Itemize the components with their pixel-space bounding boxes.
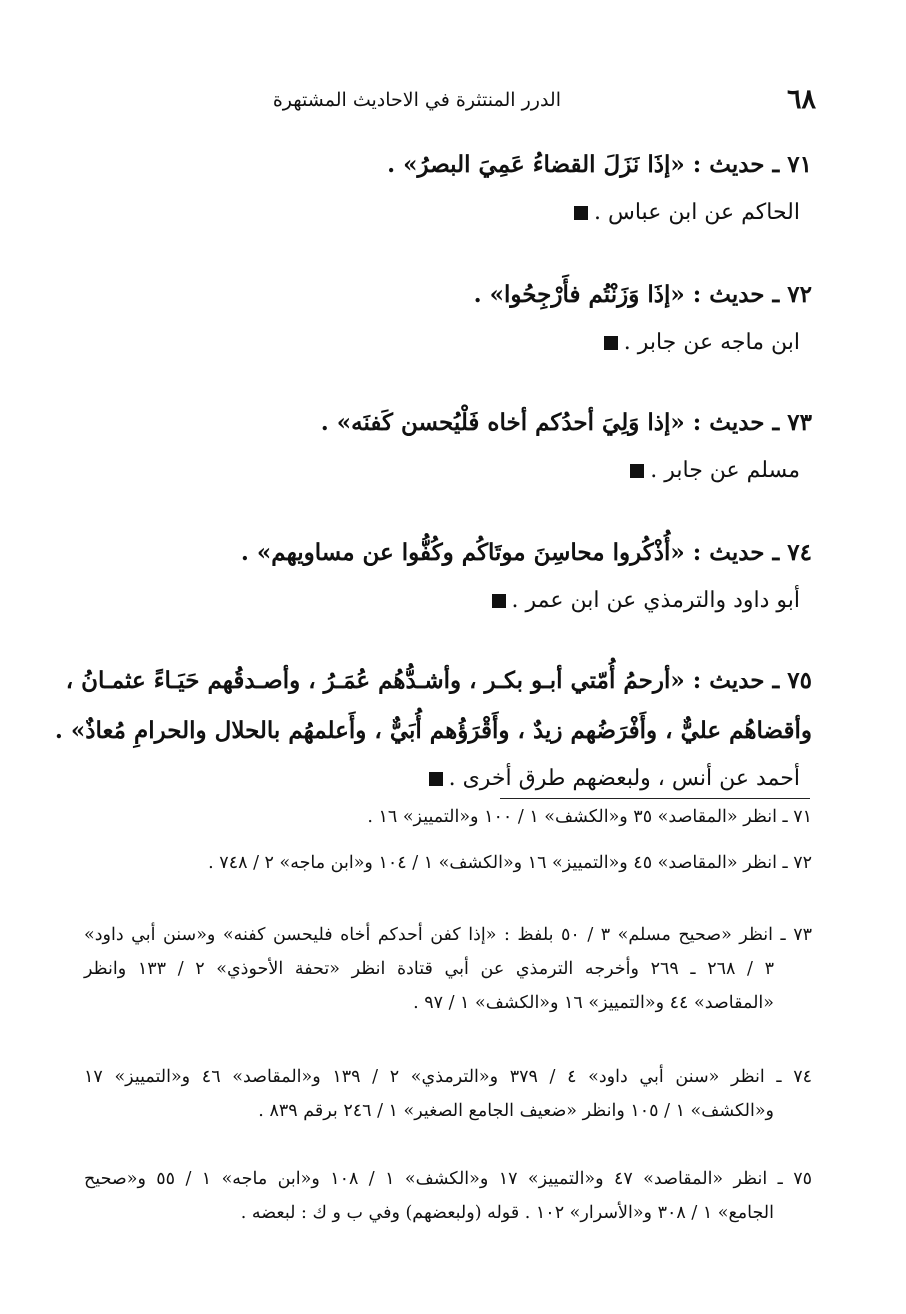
running-title: الدرر المنتثرة في الاحاديث المشتهرة	[272, 89, 561, 111]
footnote-line: ٧٢ ـ انظر «المقاصد» ٤٥ و«التمييز» ١٦ و«الكشف» ١ / ١٠٤ و«ابن ماجه» ٢ / ٧٤٨ .	[208, 853, 812, 873]
footnote-line: الجامع» ١ / ٣٠٨ و«الأسرار» ١٠٢ . قوله (ولبعضهم) وفي ب و ك : لبعضه .	[240, 1203, 774, 1223]
end-of-entry-square-icon	[492, 594, 506, 608]
end-of-entry-square-icon	[630, 464, 644, 478]
footnote-separator	[500, 798, 810, 799]
footnote	[84, 1162, 812, 1230]
footnote-line: ٧١ ـ انظر «المقاصد» ٣٥ و«الكشف» ١ / ١٠٠ و«التمييز» ١٦ .	[367, 807, 812, 827]
end-of-entry-square-icon	[604, 336, 618, 350]
footnote	[84, 918, 812, 1020]
hadith-entry	[84, 398, 812, 494]
footnote-line: «المقاصد» ٤٤ و«التمييز» ١٦ و«الكشف» ١ / ٩٧ .	[413, 993, 774, 1013]
hadith-entry	[84, 140, 812, 236]
hadith-source	[84, 320, 812, 366]
footnote-line: ٧٣ ـ انظر «صحيح مسلم» ٣ / ٥٠ بلفظ : «إذا كفن أحدكم أخاه فليحسن كفنه» و«سنن أبي داود»	[84, 925, 812, 945]
hadith-entry	[54, 656, 812, 802]
hadith-source	[84, 578, 812, 624]
hadith-text: ٧٢ ـ حديث : «إذَا وَزَنْتُم فأَرْجِحُوا» .	[473, 281, 812, 308]
footnote	[84, 846, 812, 880]
hadith-text: ٧١ ـ حديث : «إذَا نَزَلَ القضاءُ عَمِيَ البصرُ» .	[387, 151, 812, 178]
end-of-entry-square-icon	[429, 772, 443, 786]
hadith-text: ٧٤ ـ حديث : «أُذْكُروا محاسِنَ موتَاكُم وكُفُّوا عن مساويهم» .	[240, 539, 812, 566]
hadith-text: ٧٥ ـ حديث : «أرحمُ أُمّتي أبـو بكـر ، وأشـدُّهُم عُمَـرُ ، وأصـدقُهم حَيَـاءً عثمـانُ ،	[65, 667, 812, 694]
source-text: أحمد عن أنس ، ولبعضهم طرق أخرى .	[448, 766, 800, 791]
footnote-line: ٧٥ ـ انظر «المقاصد» ٤٧ و«التمييز» ١٧ و«الكشف» ١ / ١٠٨ و«ابن ماجه» ١ / ٥٥ و«صحيح	[84, 1169, 812, 1189]
source-text: مسلم عن جابر .	[650, 458, 800, 483]
source-text: أبو داود والترمذي عن ابن عمر .	[511, 588, 800, 613]
footnote-line: ٣ / ٢٦٨ ـ ٢٦٩ وأخرجه الترمذي عن أبي قتادة انظر «تحفة الأحوذي» ٢ / ١٣٣ وانظر	[84, 959, 774, 979]
source-text: الحاكم عن ابن عباس .	[594, 200, 800, 225]
hadith-source	[84, 448, 812, 494]
source-text: ابن ماجه عن جابر .	[623, 330, 800, 355]
footnote	[84, 800, 812, 834]
hadith-source	[84, 756, 812, 802]
footnote-line: ٧٤ ـ انظر «سنن أبي داود» ٤ / ٣٧٩ و«الترمذي» ٢ / ١٣٩ و«المقاصد» ٤٦ و«التمييز» ١٧	[84, 1067, 812, 1087]
hadith-text: وأقضاهُم عليٌّ ، وأَفْرَضُهم زيدٌ ، وأَقْرَؤُهم أُبَيٌّ ، وأَعلمهُم بالحلال والحرامِ مُعاذٌ» .	[54, 717, 812, 744]
page-header	[90, 84, 816, 120]
end-of-entry-square-icon	[574, 206, 588, 220]
hadith-entry	[84, 270, 812, 366]
page-number: ٦٨	[786, 84, 816, 115]
hadith-entry	[84, 528, 812, 624]
footnote	[84, 1060, 812, 1128]
footnote-line: و«الكشف» ١ / ١٠٥ وانظر «ضعيف الجامع الصغير» ١ / ٢٤٦ برقم ٨٣٩ .	[258, 1101, 774, 1121]
hadith-source	[84, 190, 812, 236]
hadith-text: ٧٣ ـ حديث : «إذا وَلِيَ أحدُكم أخاه فَلْيُحسن كَفنَه» .	[320, 409, 812, 436]
